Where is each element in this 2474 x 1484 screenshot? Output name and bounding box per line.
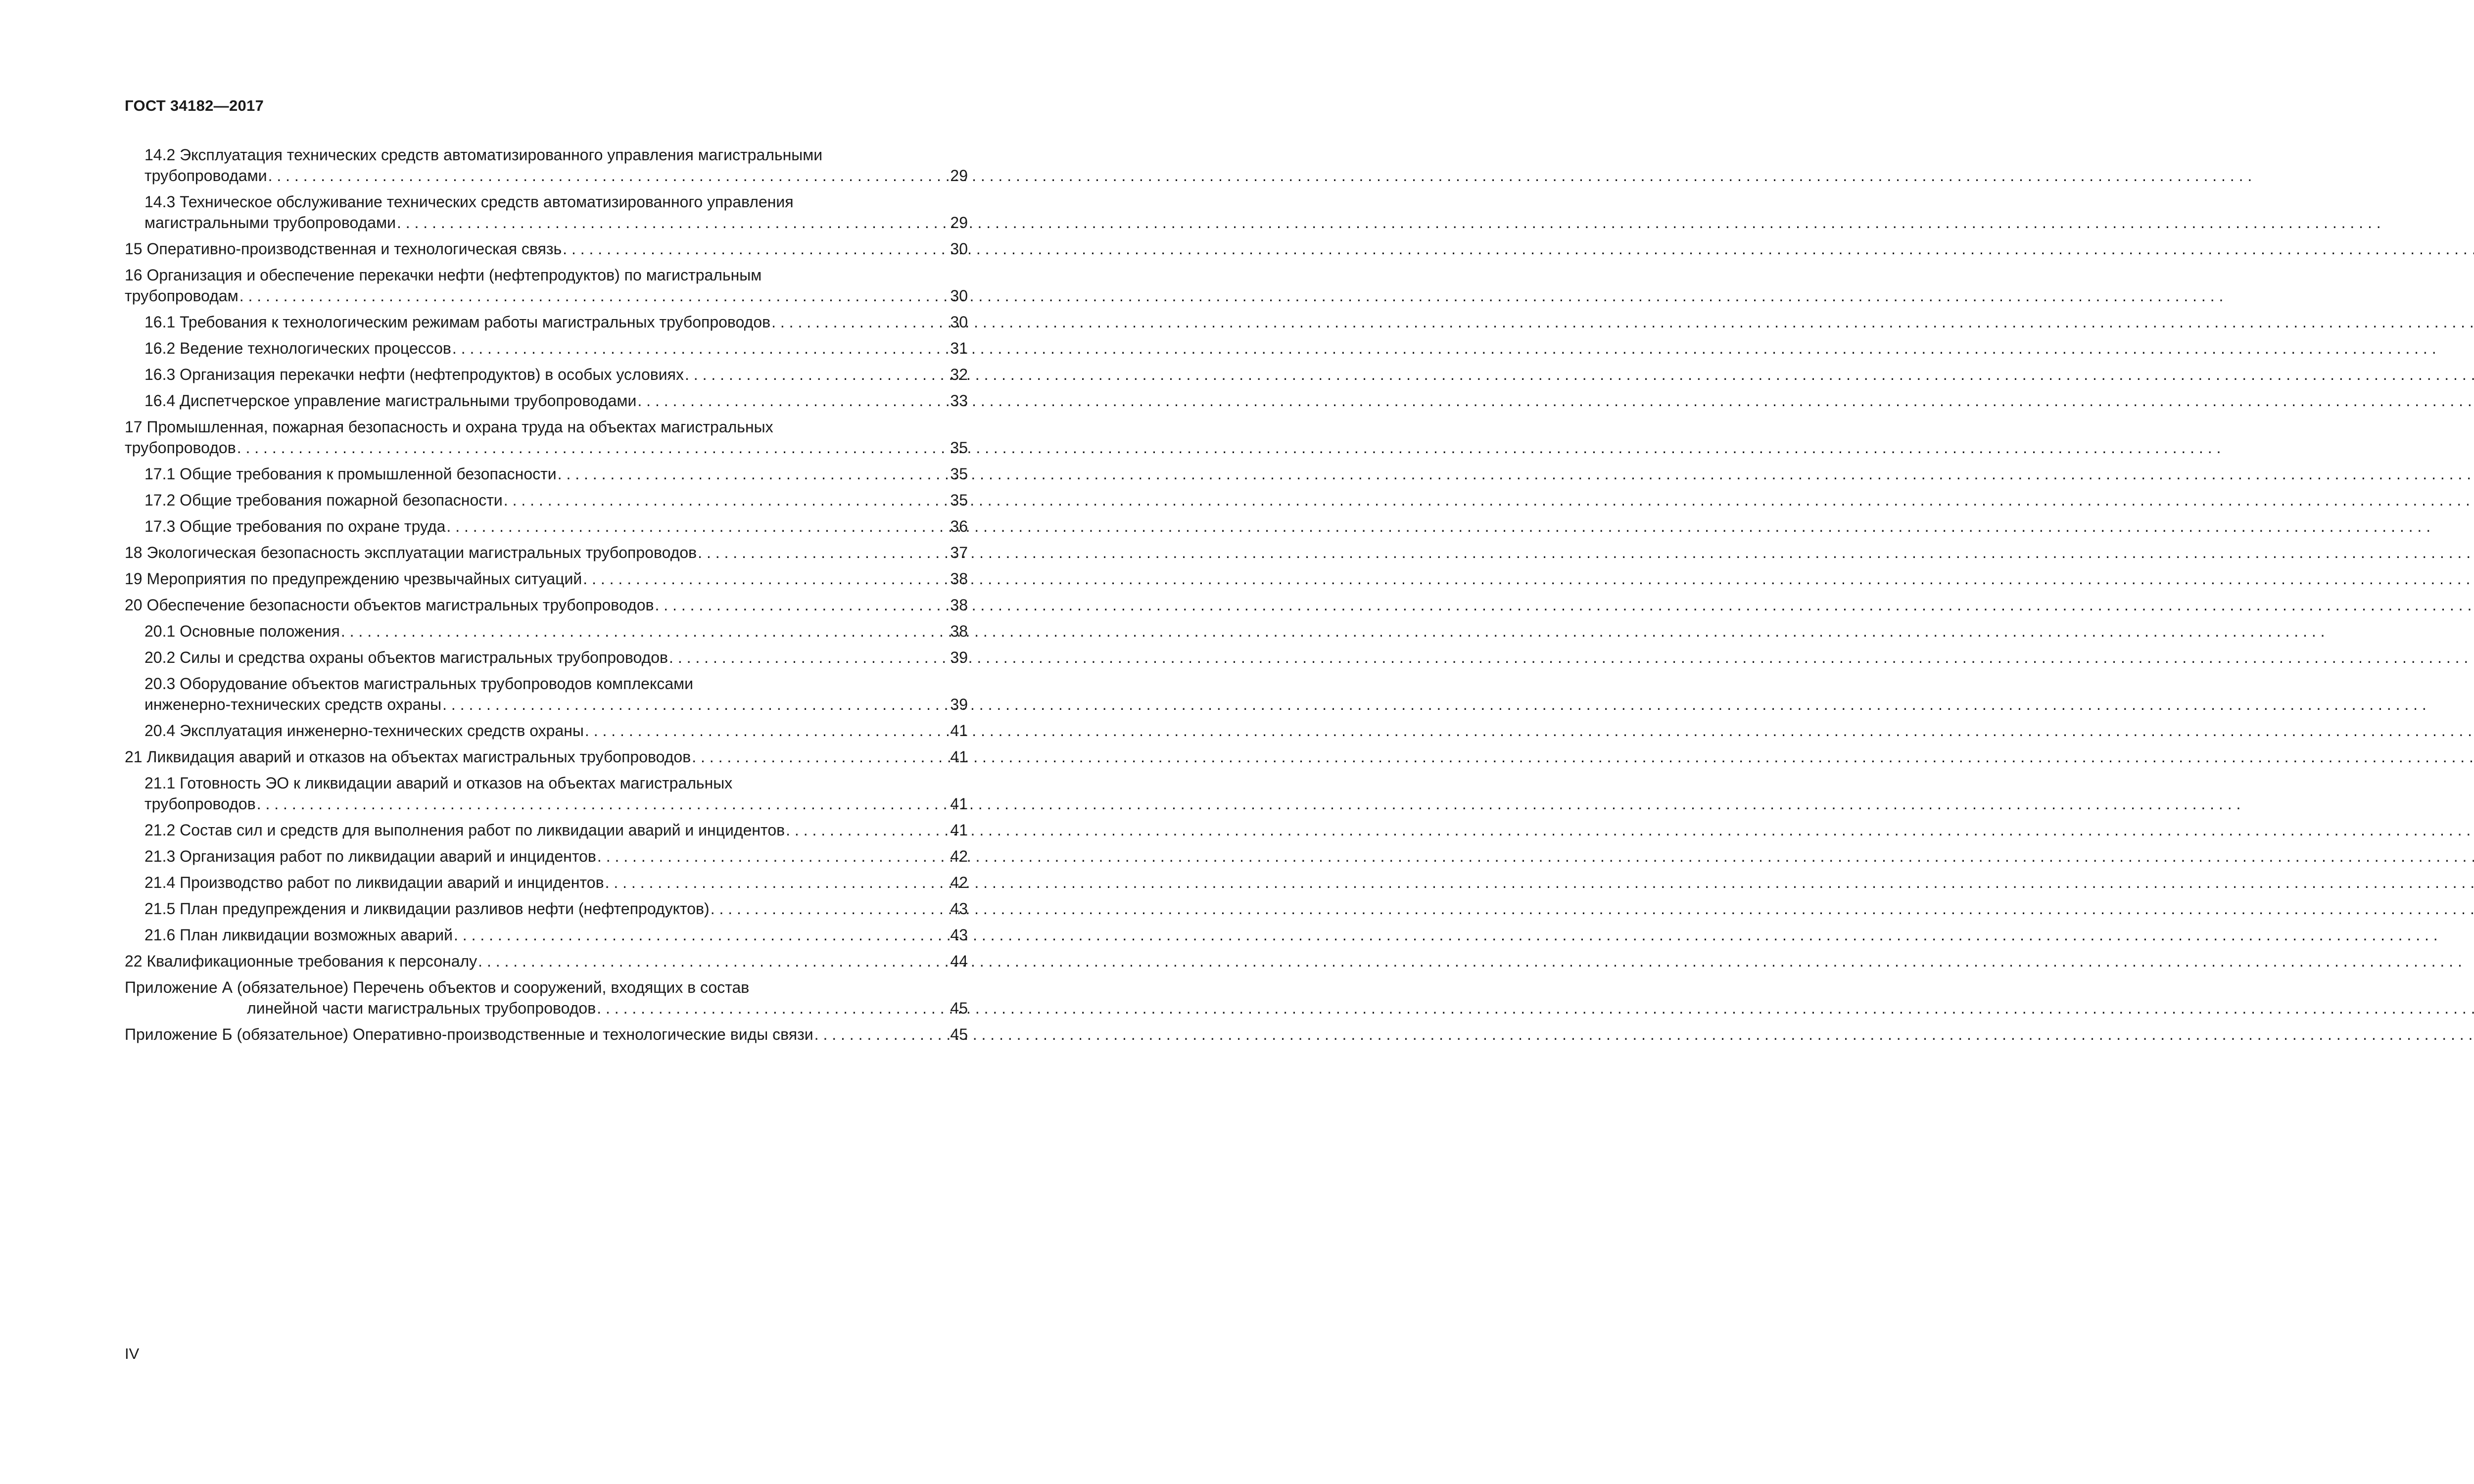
toc-entry-title: 21.6 План ликвидации возможных аварий <box>144 926 453 944</box>
toc-entry-page: 29 <box>950 214 968 232</box>
toc-entry-page: 35 <box>950 465 968 483</box>
toc-entry-title: 16.3 Организация перекачки нефти (нефтепродуктов) в особых условиях <box>144 366 684 383</box>
toc-entry-page: 37 <box>950 544 968 561</box>
dot-leader <box>268 165 948 186</box>
dot-leader <box>597 846 948 867</box>
toc-entry[interactable] <box>125 1024 968 1045</box>
toc-entry-title: трубопроводам <box>125 287 238 305</box>
toc-entry-page: 29 <box>950 167 968 185</box>
toc-entry-title: трубопроводов <box>125 439 236 457</box>
toc-entry-page: 43 <box>950 900 968 918</box>
toc-entry-title: инженерно-технических средств охраны <box>144 696 442 713</box>
document-header: ГОСТ 34182—2017 <box>125 97 264 114</box>
dot-leader <box>442 694 948 715</box>
toc-entry-title: 21.4 Производство работ по ликвидации аварий и инцидентов <box>144 874 604 891</box>
toc-entry[interactable] <box>125 951 968 972</box>
toc-entry[interactable] <box>125 820 968 840</box>
toc-entry-title: 17.2 Общие требования пожарной безопасности <box>144 491 503 509</box>
toc-entry[interactable] <box>125 338 968 359</box>
toc-entry-title: 22 Квалификационные требования к персоналу <box>125 952 477 970</box>
dot-leader <box>637 390 948 411</box>
dot-leader <box>655 595 949 615</box>
toc-entry[interactable] <box>125 977 968 1019</box>
toc-entry[interactable] <box>125 542 968 563</box>
toc-entry-title-line: 14.3 Техническое обслуживание технических средств автоматизированного управления <box>144 193 794 211</box>
toc-entry-page: 32 <box>950 366 968 383</box>
toc-entry[interactable] <box>125 390 968 411</box>
toc-entry-title: 16.1 Требования к технологическим режимам работы магистральных трубопроводов <box>144 313 771 331</box>
dot-leader <box>504 490 948 510</box>
toc-entry[interactable] <box>125 490 968 510</box>
toc-entry-page: 38 <box>950 622 968 640</box>
toc-entry-title: 21.3 Организация работ по ликвидации аварий и инцидентов <box>144 847 596 865</box>
toc-entry[interactable] <box>125 265 968 306</box>
dot-leader <box>237 437 948 458</box>
toc-entry[interactable] <box>125 773 968 814</box>
document-page <box>0 0 1049 1484</box>
toc-entry-page: 41 <box>950 795 968 813</box>
toc-entry-page: 31 <box>950 339 968 357</box>
toc-entry-title-line: 16 Организация и обеспечение перекачки нефти (нефтепродуктов) по магистральным <box>125 266 762 284</box>
toc-entry-title: 16.2 Ведение технологических процессов <box>144 339 451 357</box>
toc-entry-title: Приложение Б (обязательное) Оперативно-производственные и технологические виды связи <box>125 1025 813 1043</box>
page-number: IV <box>125 1345 140 1362</box>
toc-entry[interactable] <box>125 846 968 867</box>
toc-entry-page: 39 <box>950 649 968 666</box>
toc-entry[interactable] <box>125 516 968 537</box>
toc-entry-title: 15 Оперативно-производственная и технологическая связь <box>125 240 562 258</box>
dot-leader <box>698 542 948 563</box>
toc-entry-title-line: Приложение А (обязательное) Перечень объектов и сооружений, входящих в состав <box>125 978 750 996</box>
dot-leader <box>669 647 948 668</box>
toc-entry-title: 17.1 Общие требования к промышленной безопасности <box>144 465 557 483</box>
toc-entry-page: 41 <box>950 722 968 740</box>
toc-entry-page: 33 <box>950 392 968 410</box>
toc-entry[interactable] <box>125 364 968 385</box>
toc-entry-page: 30 <box>950 313 968 331</box>
toc-entry[interactable] <box>125 720 968 741</box>
toc-entry-title: 20.1 Основные положения <box>144 622 340 640</box>
toc-entry-page: 41 <box>950 748 968 766</box>
dot-leader <box>692 746 948 767</box>
toc-entry[interactable] <box>125 621 968 642</box>
dot-leader <box>454 925 948 945</box>
toc-entry[interactable] <box>125 746 968 767</box>
toc-entry-page: 36 <box>950 517 968 535</box>
toc-entry-title: 20.4 Эксплуатация инженерно-технических средств охраны <box>144 722 584 740</box>
dot-leader <box>685 364 948 385</box>
toc-entry-page: 42 <box>950 847 968 865</box>
toc-entry-title-line: 14.2 Эксплуатация технических средств автоматизированного управления магистральными <box>144 146 823 164</box>
toc-entry-page: 38 <box>950 570 968 588</box>
toc-entry-title-line: 17 Промышленная, пожарная безопасность и охрана труда на объектах магистральных <box>125 418 773 436</box>
toc-entry-page: 35 <box>950 491 968 509</box>
dot-leader <box>239 285 948 306</box>
dot-leader <box>711 898 948 919</box>
toc-entry[interactable] <box>125 568 968 589</box>
dot-leader <box>583 568 948 589</box>
toc-entry[interactable] <box>125 595 968 615</box>
toc-entry-title: 21 Ликвидация аварий и отказов на объектах магистральных трубопроводов <box>125 748 691 766</box>
table-of-contents <box>125 144 968 1050</box>
toc-entry-page: 30 <box>950 287 968 305</box>
toc-entry-title: трубопроводов <box>144 795 256 813</box>
dot-leader <box>597 998 948 1019</box>
toc-entry-title: 21.5 План предупреждения и ликвидации разливов нефти (нефтепродуктов) <box>144 900 710 918</box>
dot-leader <box>585 720 948 741</box>
toc-entry-page: 42 <box>950 874 968 891</box>
toc-entry-title: 20.2 Силы и средства охраны объектов магистральных трубопроводов <box>144 649 668 666</box>
toc-entry[interactable] <box>125 417 968 458</box>
dot-leader <box>478 951 948 972</box>
toc-entry-page: 44 <box>950 952 968 970</box>
toc-entry[interactable] <box>125 312 968 332</box>
toc-entry-page: 35 <box>950 439 968 457</box>
toc-entry[interactable] <box>125 144 968 186</box>
toc-entry-title: магистральными трубопроводами <box>144 214 396 232</box>
toc-entry[interactable] <box>125 238 968 259</box>
toc-entry-page: 30 <box>950 240 968 258</box>
toc-entry-page: 43 <box>950 926 968 944</box>
dot-leader <box>558 464 948 484</box>
toc-entry-title: 19 Мероприятия по предупреждению чрезвычайных ситуаций <box>125 570 582 588</box>
toc-entry[interactable] <box>125 898 968 919</box>
toc-entry-page: 41 <box>950 821 968 839</box>
dot-leader <box>446 516 948 537</box>
toc-entry-title-line: 21.1 Готовность ЭО к ликвидации аварий и отказов на объектах магистральных <box>144 774 733 792</box>
dot-leader <box>814 1024 948 1045</box>
toc-entry-title: 17.3 Общие требования по охране труда <box>144 517 446 535</box>
dot-leader <box>771 312 948 332</box>
toc-entry-page: 45 <box>950 999 968 1017</box>
dot-leader <box>452 338 948 359</box>
toc-entry-title-line: 20.3 Оборудование объектов магистральных трубопроводов комплексами <box>144 675 693 693</box>
dot-leader <box>605 872 948 893</box>
toc-entry-title: линейной части магистральных трубопроводов <box>247 999 596 1017</box>
toc-entry-title: 20 Обеспечение безопасности объектов магистральных трубопроводов <box>125 596 654 614</box>
toc-entry-title: 21.2 Состав сил и средств для выполнения работ по ликвидации аварий и инцидентов <box>144 821 785 839</box>
dot-leader <box>397 212 948 233</box>
toc-entry-page: 45 <box>950 1025 968 1043</box>
toc-entry[interactable] <box>125 191 968 233</box>
dot-leader <box>563 238 948 259</box>
toc-entry-title: трубопроводами <box>144 167 267 185</box>
dot-leader <box>786 820 948 840</box>
toc-entry-title: 18 Экологическая безопасность эксплуатации магистральных трубопроводов <box>125 544 697 561</box>
dot-leader <box>257 793 948 814</box>
toc-entry[interactable] <box>125 872 968 893</box>
toc-entry[interactable] <box>125 673 968 715</box>
dot-leader <box>341 621 948 642</box>
toc-entry-title: 16.4 Диспетчерское управление магистральными трубопроводами <box>144 392 637 410</box>
toc-entry[interactable] <box>125 647 968 668</box>
toc-entry[interactable] <box>125 925 968 945</box>
toc-entry-page: 39 <box>950 696 968 713</box>
toc-entry[interactable] <box>125 464 968 484</box>
toc-entry-page: 38 <box>950 596 968 614</box>
